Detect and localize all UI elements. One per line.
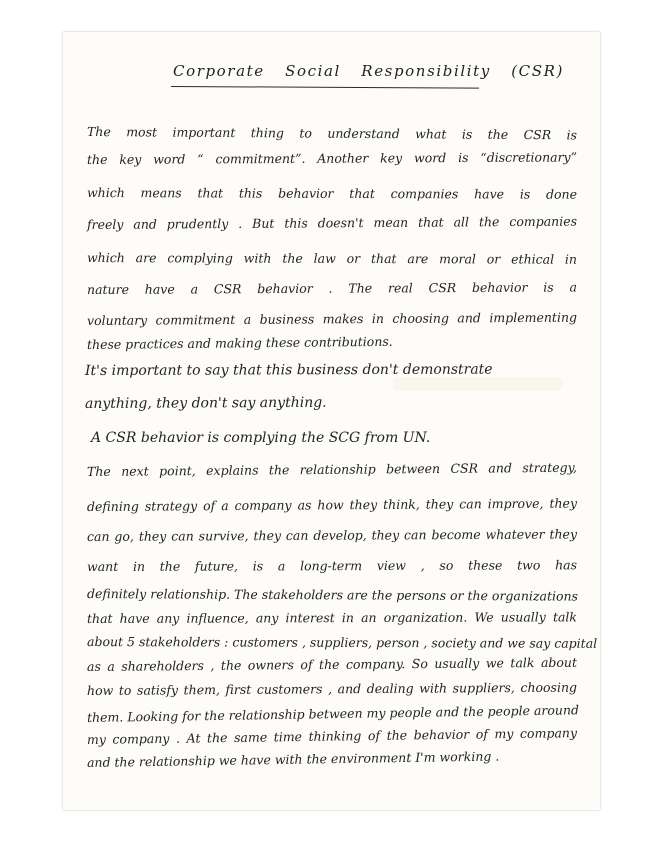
page-title: Corporate Social Responsibility (CSR) <box>173 62 564 80</box>
text-line: The most important thing to understand what is the CSR is <box>86 124 578 143</box>
text-line: which are complying with the law or that are moral or ethical in <box>86 250 578 267</box>
text-line: voluntary commitment a business makes in choosing and implementing <box>86 309 578 328</box>
paper-stain <box>393 377 563 391</box>
text-line: freely and prudently . But this doesn't mean that all the companies <box>86 213 578 232</box>
text-line: as a shareholders , the owners of the company. So usually we talk about <box>86 654 578 674</box>
title-underline <box>171 86 479 89</box>
text-line: want in the future, is a long-term view , so these two has <box>86 557 578 574</box>
text-line: and the relationship we have with the environment I'm working . <box>86 748 500 770</box>
text-line: them. Looking for the relationship between my people and the people around <box>86 702 580 725</box>
text-line: It's important to say that this business don't demonstrate <box>84 361 493 379</box>
text-line: the key word “ commitment”. Another key word is “discretionary” <box>86 149 578 167</box>
text-line: which means that this behavior that companies have is done <box>86 185 578 202</box>
text-line: defining strategy of a company as how they think, they can improve, they <box>86 495 578 514</box>
text-line: A CSR behavior is complying the SCG from UN. <box>91 430 431 446</box>
text-line: my company . At the same time thinking of the behavior of my company <box>86 725 578 747</box>
text-line: definitely relationship. The stakeholders are the persons or the organizations <box>86 586 579 604</box>
text-line: anything, they don't say anything. <box>84 394 327 412</box>
text-line: nature have a CSR behavior . The real CSR behavior is a <box>86 279 578 297</box>
text-line: how to satisfy them, first customers , and dealing with suppliers, choosing <box>86 679 578 698</box>
text-line: The next point, explains the relationship between CSR and strategy, <box>86 459 578 479</box>
text-line: can go, they can survive, they can develop, they can become whatever they <box>86 526 578 544</box>
text-line: that have any influence, any interest in an organization. We usually talk <box>86 609 578 626</box>
text-line: these practices and making these contributions. <box>86 333 393 352</box>
handwritten-page <box>63 32 600 810</box>
text-line: about 5 stakeholders : customers , suppliers, person , society and we say capital <box>86 634 598 651</box>
